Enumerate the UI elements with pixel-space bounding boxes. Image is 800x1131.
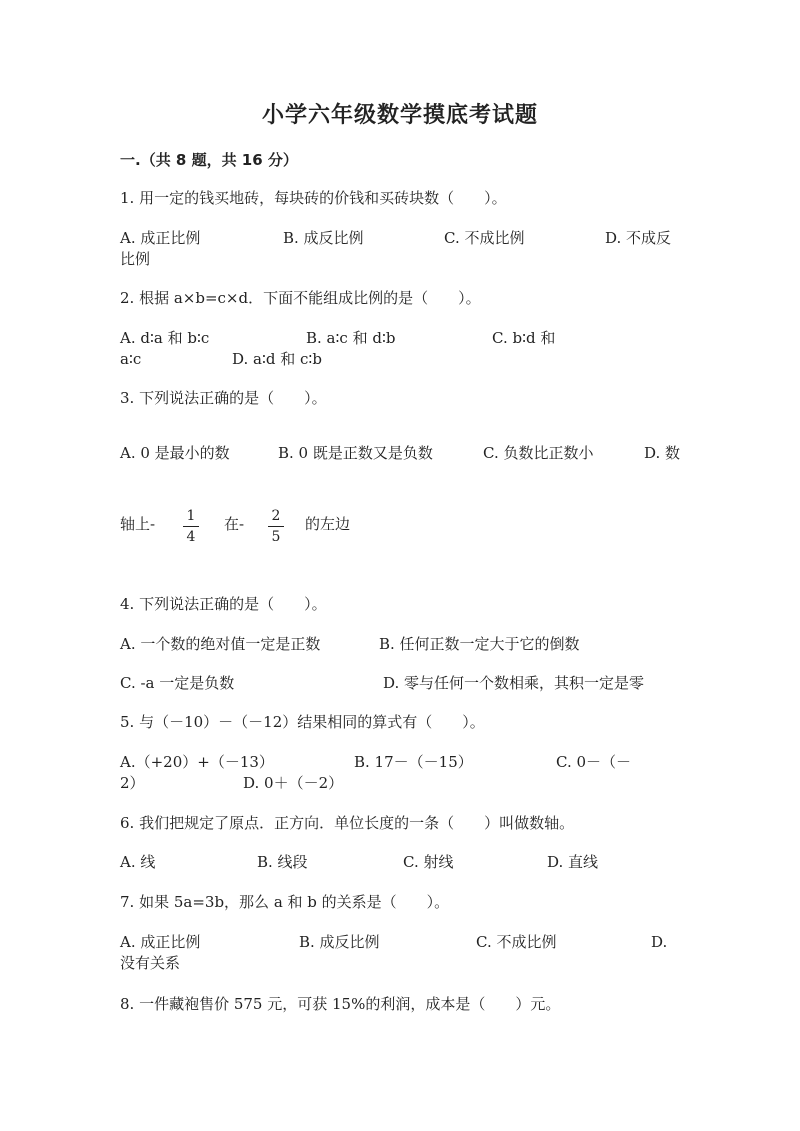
section-heading: 一.（共 8 题，共 16 分）	[120, 151, 298, 169]
fraction-bar	[268, 526, 284, 527]
question-1-option-d-cont: 比例	[120, 250, 151, 268]
question-4-stem: 4. 下列说法正确的是（ ）。	[120, 595, 327, 613]
question-4-option-c: C. -a 一定是负数	[120, 674, 235, 692]
question-4-option-a: A. 一个数的绝对值一定是正数	[120, 635, 321, 653]
fraction-bar	[183, 526, 199, 527]
fraction-denominator: 4	[186, 529, 196, 545]
question-3-option-c: C. 负数比正数小	[483, 444, 594, 462]
question-7-option-a: A. 成正比例	[120, 933, 201, 951]
question-5-option-c: C. 0－（－	[556, 753, 632, 771]
question-5-option-d: D. 0＋（－2）	[243, 774, 344, 792]
question-2-option-d: D. a∶d 和 c∶b	[232, 350, 322, 368]
question-7-option-d-cont: 没有关系	[120, 954, 181, 972]
question-2-option-c-cont: a∶c	[120, 350, 142, 368]
question-1-stem: 1. 用一定的钱买地砖，每块砖的价钱和买砖块数（ ）。	[120, 189, 507, 207]
question-8-stem: 8. 一件藏袍售价 575 元，可获 15%的利润，成本是（ ）元。	[120, 995, 561, 1013]
fraction-numerator: 1	[186, 508, 196, 524]
question-1-option-c: C. 不成比例	[444, 229, 525, 247]
fraction-denominator: 5	[271, 529, 281, 545]
question-5-option-c-cont: 2）	[120, 774, 145, 792]
question-7-option-b: B. 成反比例	[299, 933, 380, 951]
fraction-numerator: 2	[271, 508, 281, 524]
question-1-option-d: D. 不成反	[605, 229, 672, 247]
question-2-option-a: A. d∶a 和 b∶c	[120, 329, 210, 347]
question-2-option-c: C. b∶d 和	[492, 329, 556, 347]
question-3-option-b: B. 0 既是正数又是负数	[278, 444, 433, 462]
fraction-one-quarter	[181, 508, 201, 545]
question-6-option-c: C. 射线	[403, 853, 454, 871]
question-5-stem: 5. 与（－10）－（－12）结果相同的算式有（ ）。	[120, 713, 485, 731]
question-6-option-d: D. 直线	[547, 853, 599, 871]
question-3-option-d-text-2: 在-	[224, 515, 245, 533]
question-2-stem: 2. 根据 a×b=c×d．下面不能组成比例的是（ ）。	[120, 289, 481, 307]
question-3-option-d: D. 数	[644, 444, 681, 462]
question-4-option-d: D. 零与任何一个数相乘，其积一定是零	[383, 674, 645, 692]
question-5-option-a: A.（+20）+（－13）	[120, 753, 274, 771]
question-6-stem: 6. 我们把规定了原点．正方向．单位长度的一条（ ）叫做数轴。	[120, 814, 575, 832]
question-7-stem: 7. 如果 5a=3b，那么 a 和 b 的关系是（ ）。	[120, 893, 450, 911]
question-1-option-a: A. 成正比例	[120, 229, 201, 247]
page-title: 小学六年级数学摸底考试题	[261, 103, 538, 128]
question-6-option-a: A. 线	[120, 853, 156, 871]
question-3-option-d-text-1: 轴上-	[120, 515, 156, 533]
question-6-option-b: B. 线段	[257, 853, 308, 871]
question-4-option-b: B. 任何正数一定大于它的倒数	[379, 635, 580, 653]
question-7-option-c: C. 不成比例	[476, 933, 557, 951]
question-3-option-a: A. 0 是最小的数	[120, 444, 230, 462]
question-2-option-b: B. a∶c 和 d∶b	[306, 329, 396, 347]
question-7-option-d: D.	[651, 933, 668, 951]
fraction-two-fifths	[266, 508, 286, 545]
question-3-option-d-text-3: 的左边	[305, 515, 351, 533]
question-1-option-b: B. 成反比例	[283, 229, 364, 247]
question-3-stem: 3. 下列说法正确的是（ ）。	[120, 389, 327, 407]
question-5-option-b: B. 17－（－15）	[354, 753, 473, 771]
